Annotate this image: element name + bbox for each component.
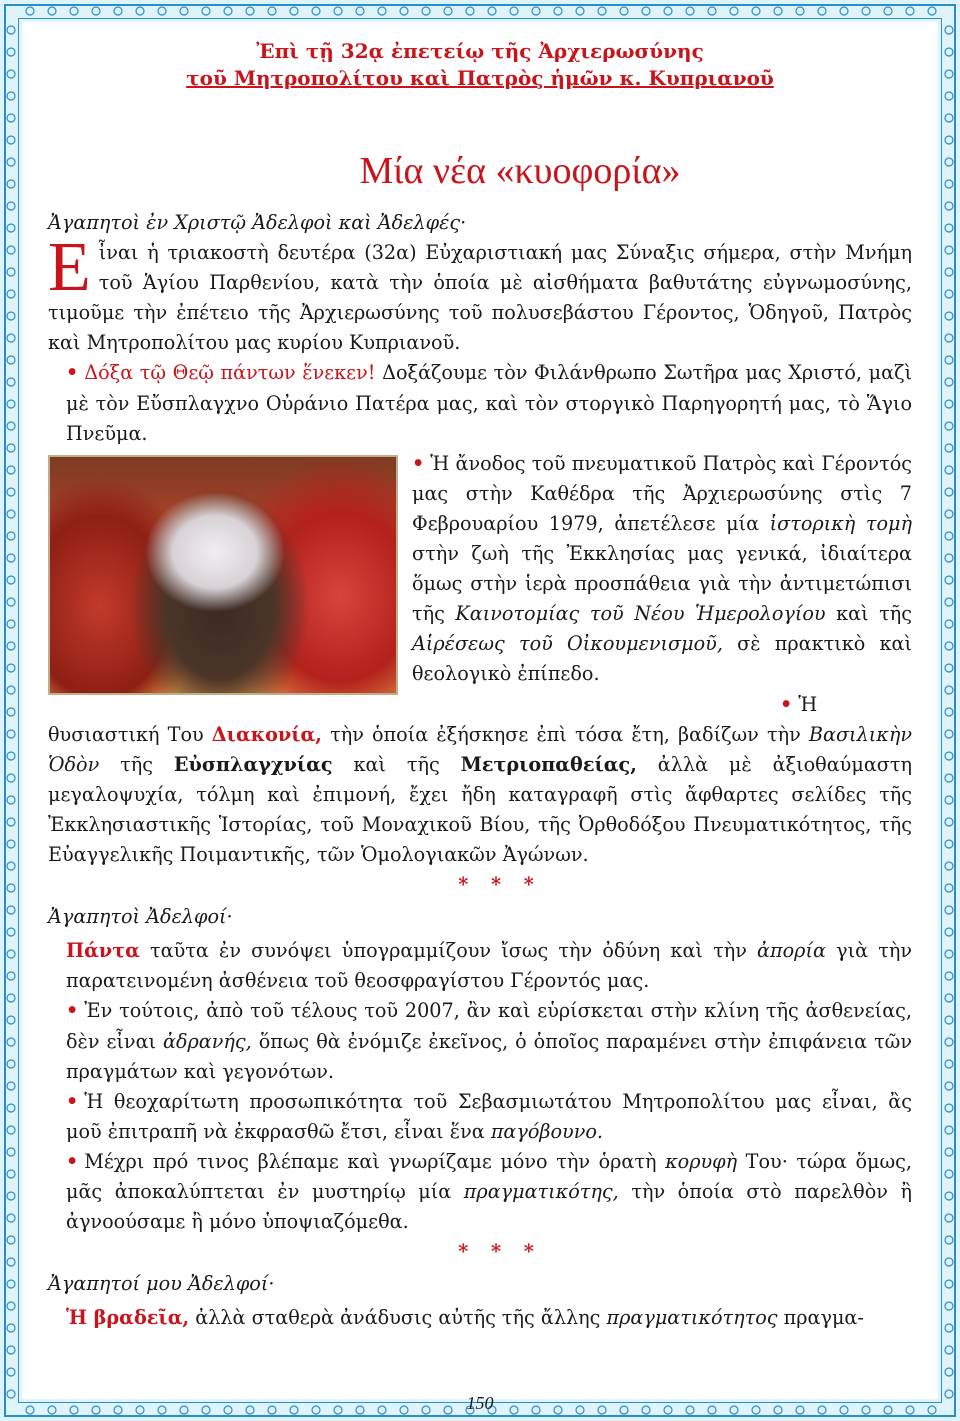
border-ornament-motif: [945, 1126, 953, 1134]
border-ornament-motif: [7, 70, 15, 78]
page-content: [48, 38, 913, 1413]
border-ornament-motif: [945, 554, 953, 562]
header-line-2: τοῦ Μητροπολίτου καὶ Πατρὸς ἡμῶν κ. Κυπριανοῦ: [186, 66, 774, 90]
border-ornament-motif: [945, 796, 953, 804]
border-ornament-motif: [840, 7, 848, 15]
border-ornament-motif: [945, 1258, 953, 1266]
border-ornament-motif: [92, 7, 100, 15]
section-divider: * * *: [458, 873, 542, 897]
border-ornament-motif: [752, 7, 760, 15]
border-ornament-motif: [180, 7, 188, 15]
border-ornament-motif: [7, 752, 15, 760]
border-ornament-motif: [945, 774, 953, 782]
paragraph-7: • Ἡ θεοχαρίτωτη προσωπικότητα τοῦ Σεβασμιωτάτου Μητροπολίτου μας εἶναι, ἂς μοῦ ἐπιτραπῆ νὰ ἐκφρασθῶ ἔτσι, εἶναι ἕνα παγόβουνο.: [66, 1089, 912, 1143]
bullet-icon: •: [66, 1149, 79, 1173]
border-ornament-motif: [70, 7, 78, 15]
border-ornament-motif: [576, 7, 584, 15]
border-ornament-motif: [945, 70, 953, 78]
bullet-icon: •: [66, 999, 79, 1023]
border-ornament-motif: [7, 1258, 15, 1266]
border-ornament-motif: [312, 7, 320, 15]
border-ornament-motif: [906, 7, 914, 15]
border-ornament-motif: [7, 862, 15, 870]
border-ornament-motif: [26, 7, 34, 15]
border-ornament-motif: [7, 1368, 15, 1376]
border-ornament-motif: [7, 312, 15, 320]
border-ornament-motif: [7, 620, 15, 628]
page-header: [48, 38, 912, 92]
border-ornament-motif: [945, 334, 953, 342]
border-ornament-motif: [945, 686, 953, 694]
border-ornament-motif: [7, 1038, 15, 1046]
border-ornament-motif: [7, 1280, 15, 1288]
border-ornament-motif: [224, 7, 232, 15]
border-ornament-motif: [510, 7, 518, 15]
border-ornament-motif: [945, 268, 953, 276]
border-ornament-motif: [945, 532, 953, 540]
page-title: Μία νέα «κυοφορία»: [359, 150, 681, 192]
border-ornament-motif: [114, 7, 122, 15]
border-ornament-motif: [488, 7, 496, 15]
border-ornament-motif: [945, 1170, 953, 1178]
border-ornament-motif: [48, 7, 56, 15]
border-ornament-motif: [7, 1346, 15, 1354]
greeting-1: Ἀγαπητοὶ ἐν Χριστῷ Ἀδελφοὶ καὶ Ἀδελφές·: [48, 211, 467, 234]
border-ornament-motif: [945, 708, 953, 716]
border-ornament-motif: [400, 7, 408, 15]
border-ornament-motif: [7, 774, 15, 782]
border-ornament-motif: [7, 1126, 15, 1134]
border-ornament-motif: [945, 488, 953, 496]
border-ornament-motif: [268, 7, 276, 15]
border-ornament-motif: [708, 7, 716, 15]
border-ornament-motif: [945, 1280, 953, 1288]
border-ornament-motif: [334, 7, 342, 15]
border-ornament-motif: [7, 246, 15, 254]
border-ornament-motif: [620, 7, 628, 15]
border-ornament-motif: [945, 1302, 953, 1310]
border-ornament-motif: [7, 840, 15, 848]
border-ornament-motif: [7, 1060, 15, 1068]
border-ornament-motif: [378, 7, 386, 15]
drop-cap: Ε: [48, 229, 91, 307]
border-ornament-motif: [7, 1324, 15, 1332]
border-ornament-motif: [945, 1148, 953, 1156]
border-ornament-motif: [945, 1060, 953, 1068]
border-ornament-motif: [945, 114, 953, 122]
bullet-icon: •: [780, 692, 793, 716]
border-ornament-motif: [7, 510, 15, 518]
border-ornament-motif: [945, 576, 953, 584]
border-ornament-motif: [945, 378, 953, 386]
paragraph-1: Εἶναι ἡ τριακοστὴ δευτέρα (32α) Εὐχαριστιακή μας Σύναξις σήμερα, στὴν Μνήμη τοῦ Ἁγίου Παρθενίου, κατὰ τὴν ὁποία μὲ αἰσθήματα βαθυτάτης εὐγνωμοσύνης, τιμοῦμε τὴν ἐπέτειο τῆς Ἀρχιερωσύνης τοῦ πολυσεβάστου Γέροντος, Ὁδηγοῦ, Πατρὸς καὶ Μητροπολίτου μας κυρίου Κυπριανοῦ.: [48, 229, 912, 355]
border-ornament-motif: [7, 950, 15, 958]
border-ornament-motif: [246, 7, 254, 15]
border-ornament-motif: [7, 1214, 15, 1222]
border-ornament-motif: [774, 7, 782, 15]
border-ornament-motif: [945, 598, 953, 606]
border-ornament-motif: [945, 752, 953, 760]
border-ornament-motif: [7, 114, 15, 122]
border-ornament-motif: [7, 290, 15, 298]
border-ornament-motif: [945, 1236, 953, 1244]
border-ornament-motif: [945, 906, 953, 914]
border-ornament-motif: [7, 1104, 15, 1112]
border-ornament-motif: [862, 7, 870, 15]
border-ornament-motif: [945, 224, 953, 232]
border-ornament-motif: [945, 884, 953, 892]
border-ornament-motif: [7, 1082, 15, 1090]
border-ornament-motif: [7, 1148, 15, 1156]
border-ornament-motif: [356, 7, 364, 15]
border-ornament-motif: [945, 950, 953, 958]
border-ornament-motif: [422, 7, 430, 15]
border-ornament-motif: [945, 466, 953, 474]
border-ornament-motif: [945, 312, 953, 320]
border-ornament-motif: [945, 862, 953, 870]
border-ornament-motif: [945, 818, 953, 826]
border-ornament-motif: [945, 92, 953, 100]
border-ornament-motif: [945, 928, 953, 936]
border-ornament-motif: [290, 7, 298, 15]
border-ornament-motif: [7, 972, 15, 980]
border-ornament-motif: [7, 1192, 15, 1200]
section-divider: * * *: [458, 1240, 542, 1264]
paragraph-2: • Δόξα τῷ Θεῷ πάντων ἕνεκεν! Δοξάζουμε τὸν Φιλάνθρωπο Σωτῆρα μας Χριστό, μαζὶ μὲ τὸν Εὔσπλαγχνο Οὐράνιο Πατέρα μας, καὶ τὸν στοργικὸ Παρηγορητή μας, τὸ Ἅγιο Πνεῦμα.: [66, 361, 912, 445]
border-ornament-motif: [945, 994, 953, 1002]
border-ornament-motif: [7, 576, 15, 584]
border-ornament-motif: [945, 1368, 953, 1376]
border-ornament-motif: [945, 1016, 953, 1024]
border-ornament-motif: [26, 1406, 34, 1414]
border-ornament-motif: [7, 48, 15, 56]
border-ornament-motif: [945, 202, 953, 210]
border-ornament-motif: [945, 1082, 953, 1090]
border-ornament-motif: [532, 7, 540, 15]
border-ornament-motif: [884, 7, 892, 15]
border-ornament-motif: [945, 1324, 953, 1332]
border-ornament-motif: [202, 7, 210, 15]
border-ornament-motif: [945, 422, 953, 430]
border-ornament-motif: [945, 246, 953, 254]
page-number: 150: [466, 1392, 494, 1413]
border-ornament-motif: [945, 730, 953, 738]
border-ornament-motif: [7, 422, 15, 430]
bullet-icon: •: [412, 451, 425, 475]
border-ornament-motif: [928, 1406, 936, 1414]
border-ornament-motif: [945, 180, 953, 188]
border-ornament-motif: [945, 642, 953, 650]
border-ornament-motif: [7, 730, 15, 738]
border-ornament-motif: [466, 7, 474, 15]
border-ornament-motif: [945, 158, 953, 166]
border-ornament-motif: [7, 1170, 15, 1178]
border-ornament-motif: [7, 136, 15, 144]
border-ornament-motif: [945, 664, 953, 672]
paragraph-8: • Μέχρι πρό τινος βλέπαμε καὶ γνωρίζαμε μόνο τὴν ὁρατὴ κορυφὴ Του· τώρα ὅμως, μᾶς ἀποκαλύπτεται ἐν μυστηρίῳ μία πραγματικότης, τὴν ὁποία στὸ παρελθὸν ἢ ἀγνοούσαμε ἢ μόνο ὑποψιαζόμεθα.: [66, 1149, 912, 1234]
bullet-icon: •: [66, 1089, 79, 1113]
border-ornament-motif: [945, 620, 953, 628]
border-ornament-motif: [945, 1214, 953, 1222]
border-ornament-motif: [945, 356, 953, 364]
border-ornament-motif: [7, 642, 15, 650]
paragraph-5: Πάντα ταῦτα ἐν συνόψει ὑπογραμμίζουν ἴσως τὴν ὀδύνη καὶ τὴν ἀπορία γιὰ τὴν παρατεινομένη ἀσθένεια τοῦ θεοσφραγίστου Γέροντός μας.: [66, 939, 912, 993]
paragraph-3: • Ἡ ἄνοδος τοῦ πνευματικοῦ Πατρὸς καὶ Γέροντός μας στὴν Καθέδρα τῆς Ἀρχιερωσύνης στὶς 7 Φεβρουαρίου 1979, ἀπετέλεσε μία ἱστορικὴ τομὴ στὴν ζωὴ τῆς Ἐκκλησίας μας γενικά, ἰδιαίτερα ὅμως στὴν ἱερὰ προσπάθεια γιὰ τὴν ἀντιμετώπισι τῆς Καινοτομίας τοῦ Νέου Ἡμερολογίου καὶ τῆς Αἱρέσεως τοῦ Οἰκουμενισμοῦ, σὲ πρακτικὸ καὶ θεολογικὸ ἐπίπεδο.: [412, 451, 913, 686]
border-ornament-motif: [7, 906, 15, 914]
border-ornament-motif: [7, 664, 15, 672]
border-ornament-motif: [598, 7, 606, 15]
border-ornament-motif: [136, 7, 144, 15]
border-ornament-motif: [7, 268, 15, 276]
border-ornament-motif: [928, 7, 936, 15]
paragraph-9: Ἡ βραδεῖα, ἀλλὰ σταθερὰ ἀνάδυσις αὐτῆς τῆς ἄλλης πραγματικότητος πραγμα-: [66, 1306, 864, 1330]
border-ornament-motif: [7, 532, 15, 540]
border-ornament-motif: [945, 840, 953, 848]
border-ornament-motif: [7, 444, 15, 452]
border-ornament-motif: [945, 444, 953, 452]
border-ornament-motif: [945, 290, 953, 298]
border-ornament-motif: [7, 818, 15, 826]
header-line-1: Ἐπὶ τῇ 32ᾳ ἐπετείῳ τῆς Ἀρχιερωσύνης: [256, 39, 704, 63]
border-ornament-motif: [7, 378, 15, 386]
paragraph-6: • Ἐν τούτοις, ἀπὸ τοῦ τέλους τοῦ 2007, ἂν καὶ εὑρίσκεται στὴν κλίνη τῆς ἀσθενείας, δὲν εἶναι ἀδρανής, ὅπως θὰ ἐνόμιζε ἐκεῖνος, ὁ ὁποῖος παραμένει στὴν ἐπιφάνεια τῶν πραγμάτων καὶ γεγονότων.: [66, 999, 912, 1083]
border-ornament-motif: [7, 334, 15, 342]
border-ornament-motif: [945, 1104, 953, 1112]
border-ornament-motif: [945, 1038, 953, 1046]
border-ornament-motif: [7, 466, 15, 474]
border-ornament-motif: [945, 1192, 953, 1200]
border-ornament-motif: [945, 400, 953, 408]
border-ornament-motif: [7, 598, 15, 606]
border-ornament-motif: [730, 7, 738, 15]
border-ornament-motif: [158, 7, 166, 15]
border-ornament-motif: [7, 202, 15, 210]
border-ornament-motif: [7, 1236, 15, 1244]
border-ornament-motif: [7, 686, 15, 694]
border-ornament-motif: [7, 994, 15, 1002]
bullet-icon: •: [66, 361, 79, 385]
border-ornament-motif: [7, 796, 15, 804]
greeting-2: Ἀγαπητοὶ Ἀδελφοί·: [48, 905, 233, 929]
border-ornament-motif: [945, 26, 953, 34]
border-ornament-motif: [444, 7, 452, 15]
border-ornament-motif: [7, 884, 15, 892]
paragraph-4: • Ἡ θυσιαστική Του Διακονία, τὴν ὁποία ἐξήσκησε ἐπὶ τόσα ἔτη, βαδίζων τὴν Βασιλικὴν Ὁδὸν τῆς Εὐσπλαγχνίας καὶ τῆς Μετριοπαθείας, ἀλλὰ μὲ ἀξιοθαύμαστη μεγαλοψυχία, τόλμη καὶ ἐπιμονή, ἔχει ἤδη καταγραφῆ στὶς ἄφθαρτες σελίδες τῆς Ἐκκλησιαστικῆς Ἱστορίας, τοῦ Μοναχικοῦ Βίου, τῆς Ὀρθοδόξου Πνευματικότητος, τῆς Εὐαγγελικῆς Ποιμαντικῆς, τῶν Ὁμολογιακῶν Ἀγώνων.: [48, 692, 912, 866]
border-ornament-motif: [7, 26, 15, 34]
border-ornament-motif: [7, 928, 15, 936]
border-ornament-motif: [945, 48, 953, 56]
border-ornament-motif: [945, 972, 953, 980]
border-ornament-motif: [7, 224, 15, 232]
border-ornament-motif: [7, 488, 15, 496]
border-ornament-motif: [796, 7, 804, 15]
border-ornament-motif: [664, 7, 672, 15]
border-ornament-motif: [7, 1016, 15, 1024]
border-ornament-motif: [945, 1346, 953, 1354]
border-ornament-motif: [554, 7, 562, 15]
border-ornament-motif: [7, 400, 15, 408]
border-ornament-motif: [945, 136, 953, 144]
border-ornament-motif: [686, 7, 694, 15]
border-ornament-motif: [7, 92, 15, 100]
border-ornament-motif: [7, 708, 15, 716]
border-ornament-motif: [7, 1302, 15, 1310]
border-ornament-motif: [945, 510, 953, 518]
border-ornament-motif: [7, 356, 15, 364]
border-ornament-motif: [818, 7, 826, 15]
border-ornament-motif: [642, 7, 650, 15]
border-ornament-motif: [7, 180, 15, 188]
border-ornament-motif: [945, 1390, 953, 1398]
photo-image: [48, 455, 398, 695]
border-ornament-motif: [7, 1390, 15, 1398]
border-ornament-motif: [7, 158, 15, 166]
border-ornament-motif: [7, 554, 15, 562]
greeting-3: Ἀγαπητοί μου Ἀδελφοί·: [48, 1272, 275, 1296]
